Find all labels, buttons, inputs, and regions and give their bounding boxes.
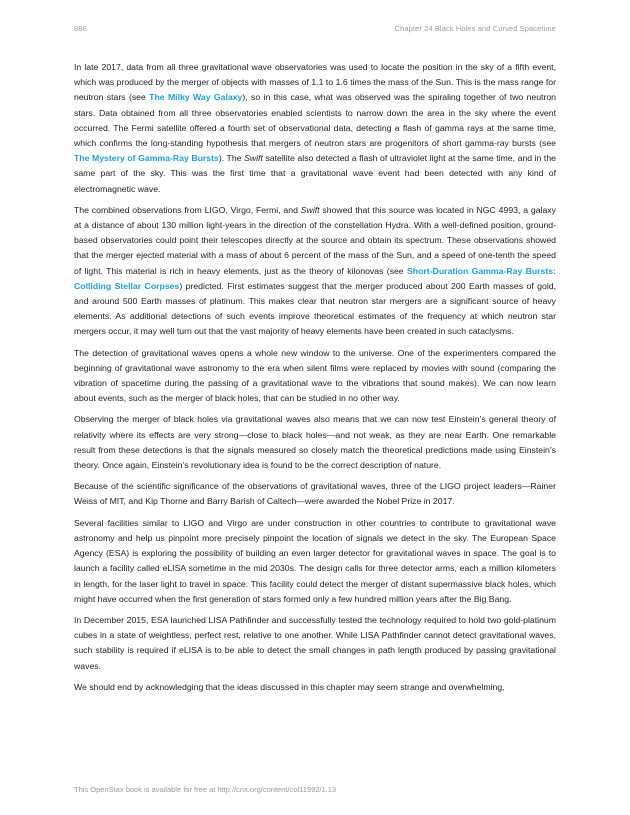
paragraph — [74, 613, 556, 674]
running-header — [74, 24, 556, 36]
text-run: ). The — [218, 153, 245, 164]
paragraph — [74, 680, 556, 695]
page-footer: This OpenStax book is available for free at http://cnx.org/content/col11992/1.13 — [74, 785, 337, 794]
cross-reference-link[interactable]: Short-Duration Gamma-Ray Bursts: Colliding Stellar Corpses — [74, 265, 556, 291]
text-run: The detection of gravitational waves opens a whole new window to the universe. One of the experimenters compared the beginning of gravitational wave astronomy to the era when silent films were replaced by movies with sound (comparing the vibration of spacetime during the passing of a gravitational wave to the vibrations that sound makes). We can now learn about events, such as the merger of black holes, that can be studied in no other way. — [74, 347, 556, 404]
paragraph — [74, 516, 556, 607]
text-run: Observing the merger of black holes via gravitational waves also means that we can now test Einstein’s general theory of relativity where its effects are very strong—close to black holes—and not weak, as they are near Earth. One remarkable result from these detections is that the signals measured so closely match the theoretical predictions made using Einstein’s theory. Once again, Einstein’s revolutionary idea is found to be the correct description of nature. — [74, 414, 556, 471]
paragraph — [74, 412, 556, 473]
page-number: 886 — [74, 24, 87, 33]
paragraph — [74, 346, 556, 407]
text-run: The combined observations from LIGO, Virgo, Fermi, and — [74, 204, 301, 215]
italic-term: Swift — [300, 204, 320, 215]
text-run: ) predicted. First estimates suggest that the merger produced about 200 Earth masses of gold, and around 500 Earth masses of platinum. This makes clear that neutron star mergers are a significant source of heavy elements. As additional detections of such events improve theoretical estimates of the frequency at which neutron star mergers occur, it may well turn out that the vast majority of heavy elements have been created in such cataclysms. — [74, 280, 556, 337]
paragraph — [74, 60, 556, 197]
text-run: ), so in this case, what was observed was the spiraling together of two neutron stars. Data obtained from all three observatories enabled scientists to narrow down the area in the sky where the event occurred. The Fermi satellite offered a fourth set of observational data, detecting a flash of gamma rays at the same time, which confirms the long-standing hypothesis that mergers of neutron stars are progenitors of short gamma-ray bursts (see — [74, 92, 557, 149]
cross-reference-link[interactable]: The Milky Way Galaxy — [149, 92, 243, 103]
chapter-title: Chapter 24 Black Holes and Curved Spacetime — [394, 24, 556, 33]
paragraph — [74, 203, 556, 340]
text-run: In late 2017, data from all three gravitational wave observatories was used to locate the position in the sky of a fifth event, which was produced by the merger of objects with masses of 1.1 to 1.6 times the mass of the Sun. This is the mass range for neutron stars (see — [74, 62, 556, 103]
text-run: We should end by acknowledging that the ideas discussed in this chapter may seem strange and overwhelming, — [74, 681, 505, 692]
cross-reference-link[interactable]: The Mystery of Gamma-Ray Bursts — [74, 153, 219, 164]
text-run: showed that this source was located in NGC 4993, a galaxy at a distance of about 130 million light-years in the direction of the constellation Hydra. With a well-defined position, ground-based observatories could point their telescopes directly at the source and obtain its spectrum. These observations showed that the merger ejected material with a mass of about 6 percent of the mass of the Sun, and a speed of one-tenth the speed of light. This material is rich in heavy elements, just as the theory of kilonovas (see — [74, 204, 556, 276]
body-text — [74, 60, 556, 701]
paragraph — [74, 479, 556, 509]
text-run: satellite also detected a flash of ultraviolet light at the same time, and in the same part of the sky. This was the first time that a gravitational wave event had been detected with any kind of electromagnetic wave. — [74, 153, 556, 194]
text-run: Because of the scientific significance of the observations of gravitational waves, three of the LIGO project leaders—Rainer Weiss of MIT, and Kip Thorne and Barry Barish of Caltech—were awarded the Nobel Prize in 2017. — [74, 481, 556, 507]
italic-term: Swift — [244, 153, 263, 164]
text-run: Several facilities similar to LIGO and Virgo are under construction in other countries to contribute to gravitational wave astronomy and help us pinpoint more precisely pinpoint the location of signals we detect in the sky. The European Space Agency (ESA) is exploring the possibility of building an even larger detector for gravitational waves in space. The goal is to launch a facility called eLISA sometime in the mid 2030s. The design calls for three detector arms, each a million kilometers in length, for the laser light to travel in space. This facility could detect the merger of distant supermassive black holes, which might have occurred when the first generation of stars formed only a few hundred million years after the Big Bang. — [74, 517, 556, 604]
text-run: In December 2015, ESA launched LISA Pathfinder and successfully tested the technology required to hold two gold-platinum cubes in a state of weightless, perfect rest, relative to one another. While LISA Pathfinder cannot detect gravitational waves, such stability is required if eLISA is to be able to detect the small changes in path length produced by passing gravitational waves. — [74, 614, 556, 671]
